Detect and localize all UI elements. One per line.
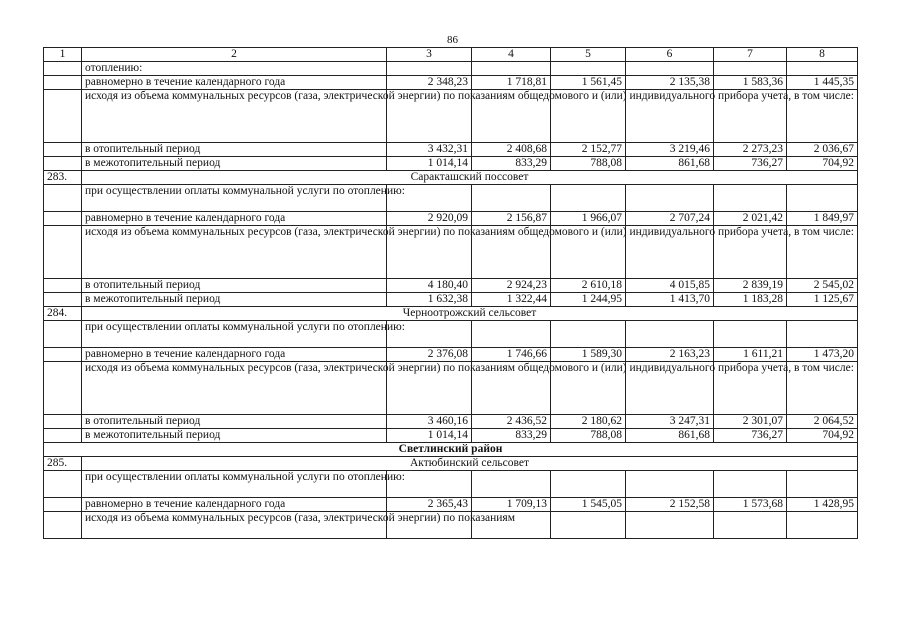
table-row	[44, 471, 858, 498]
value-cell: 736,27	[714, 429, 787, 443]
column-header: 7	[714, 48, 787, 62]
municipality-name: Саракташский поссовет	[82, 171, 858, 185]
column-header: 1	[44, 48, 82, 62]
tariff-table	[43, 47, 858, 539]
value-cell: 3 432,31	[387, 143, 472, 157]
table-row	[44, 293, 858, 307]
value-cell: 2 152,77	[551, 143, 626, 157]
value-cell: 2 135,38	[626, 76, 714, 90]
value-cell: 1 445,35	[787, 76, 858, 90]
value-cell: 861,68	[626, 157, 714, 171]
value-cell: 1 428,95	[787, 498, 858, 512]
value-cell: 2 924,23	[472, 279, 551, 293]
page-number: 86	[447, 34, 458, 46]
column-header: 2	[82, 48, 387, 62]
value-cell: 1 746,66	[472, 348, 551, 362]
value-cell: 2 545,02	[787, 279, 858, 293]
value-cell: 788,08	[551, 429, 626, 443]
row-label: исходя из объема коммунальных ресурсов (газа, электрической энергии) по показаниям общедомового и (или) индивидуального прибора учета, в том числе:	[82, 362, 387, 415]
table-row	[44, 321, 858, 348]
district-name: Светлинский район	[44, 443, 858, 457]
row-label: отоплению:	[82, 62, 387, 76]
value-cell: 2 920,09	[387, 212, 472, 226]
municipality-row	[44, 307, 858, 321]
table-row	[44, 62, 858, 76]
value-cell: 1 125,67	[787, 293, 858, 307]
value-cell: 2 707,24	[626, 212, 714, 226]
table-row	[44, 212, 858, 226]
column-header: 8	[787, 48, 858, 62]
value-cell: 1 244,95	[551, 293, 626, 307]
table-row	[44, 90, 858, 143]
table-row	[44, 429, 858, 443]
value-cell: 2 376,08	[387, 348, 472, 362]
row-label: в межотопительный период	[82, 293, 387, 307]
row-label: при осуществлении оплаты коммунальной услуги по отоплению:	[82, 471, 387, 498]
value-cell: 2 273,23	[714, 143, 787, 157]
table-row	[44, 226, 858, 279]
district-row	[44, 443, 858, 457]
row-label: в межотопительный период	[82, 157, 387, 171]
value-cell: 1 545,05	[551, 498, 626, 512]
value-cell: 833,29	[472, 429, 551, 443]
value-cell: 2 163,23	[626, 348, 714, 362]
table-row	[44, 143, 858, 157]
row-label: в отопительный период	[82, 279, 387, 293]
table-row	[44, 76, 858, 90]
value-cell: 1 014,14	[387, 429, 472, 443]
value-cell: 1 413,70	[626, 293, 714, 307]
row-label: при осуществлении оплаты коммунальной услуги по отоплению:	[82, 321, 387, 348]
row-label: исходя из объема коммунальных ресурсов (газа, электрической энергии) по показаниям общедомового и (или) индивидуального прибора учета, в том числе:	[82, 90, 387, 143]
value-cell: 2 301,07	[714, 415, 787, 429]
value-cell: 1 473,20	[787, 348, 858, 362]
column-header: 4	[472, 48, 551, 62]
value-cell: 1 322,44	[472, 293, 551, 307]
table-row	[44, 348, 858, 362]
value-cell: 2 064,52	[787, 415, 858, 429]
value-cell: 736,27	[714, 157, 787, 171]
column-header: 6	[626, 48, 714, 62]
value-cell: 2 036,67	[787, 143, 858, 157]
value-cell: 1 718,81	[472, 76, 551, 90]
value-cell: 861,68	[626, 429, 714, 443]
value-cell: 833,29	[472, 157, 551, 171]
value-cell: 2 408,68	[472, 143, 551, 157]
row-label: равномерно в течение календарного года	[82, 76, 387, 90]
row-label: равномерно в течение календарного года	[82, 212, 387, 226]
row-label: равномерно в течение календарного года	[82, 348, 387, 362]
value-cell: 2 180,62	[551, 415, 626, 429]
row-label: равномерно в течение календарного года	[82, 498, 387, 512]
table-row	[44, 279, 858, 293]
value-cell: 3 247,31	[626, 415, 714, 429]
row-label: в отопительный период	[82, 143, 387, 157]
value-cell: 1 849,97	[787, 212, 858, 226]
table-row	[44, 157, 858, 171]
row-label: в отопительный период	[82, 415, 387, 429]
value-cell: 1 966,07	[551, 212, 626, 226]
value-cell: 1 561,45	[551, 76, 626, 90]
value-cell: 704,92	[787, 157, 858, 171]
municipality-name: Актюбинский сельсовет	[82, 457, 858, 471]
table-row	[44, 498, 858, 512]
row-number: 283.	[44, 171, 82, 185]
row-label: исходя из объема коммунальных ресурсов (газа, электрической энергии) по показаниям	[82, 512, 387, 539]
column-header-row	[44, 48, 858, 62]
row-label: при осуществлении оплаты коммунальной услуги по отоплению:	[82, 185, 387, 212]
value-cell: 788,08	[551, 157, 626, 171]
value-cell: 4 180,40	[387, 279, 472, 293]
row-label: исходя из объема коммунальных ресурсов (газа, электрической энергии) по показаниям общедомового и (или) индивидуального прибора учета, в том числе:	[82, 226, 387, 279]
municipality-name: Черноотрожский сельсовет	[82, 307, 858, 321]
table-row	[44, 415, 858, 429]
municipality-row	[44, 457, 858, 471]
value-cell: 704,92	[787, 429, 858, 443]
value-cell: 1 632,38	[387, 293, 472, 307]
value-cell: 2 152,58	[626, 498, 714, 512]
value-cell: 2 348,23	[387, 76, 472, 90]
table-row	[44, 362, 858, 415]
municipality-row	[44, 171, 858, 185]
value-cell: 3 460,16	[387, 415, 472, 429]
value-cell: 1 014,14	[387, 157, 472, 171]
value-cell: 3 219,46	[626, 143, 714, 157]
value-cell: 1 583,36	[714, 76, 787, 90]
value-cell: 2 156,87	[472, 212, 551, 226]
value-cell: 1 183,28	[714, 293, 787, 307]
value-cell: 2 021,42	[714, 212, 787, 226]
value-cell: 2 365,43	[387, 498, 472, 512]
value-cell: 2 610,18	[551, 279, 626, 293]
value-cell: 4 015,85	[626, 279, 714, 293]
value-cell: 2 436,52	[472, 415, 551, 429]
value-cell: 1 611,21	[714, 348, 787, 362]
column-header: 5	[551, 48, 626, 62]
row-number: 284.	[44, 307, 82, 321]
column-header: 3	[387, 48, 472, 62]
table-row	[44, 185, 858, 212]
row-number: 285.	[44, 457, 82, 471]
value-cell: 1 573,68	[714, 498, 787, 512]
table-row	[44, 512, 858, 539]
value-cell: 1 589,30	[551, 348, 626, 362]
row-label: в межотопительный период	[82, 429, 387, 443]
value-cell: 2 839,19	[714, 279, 787, 293]
value-cell: 1 709,13	[472, 498, 551, 512]
